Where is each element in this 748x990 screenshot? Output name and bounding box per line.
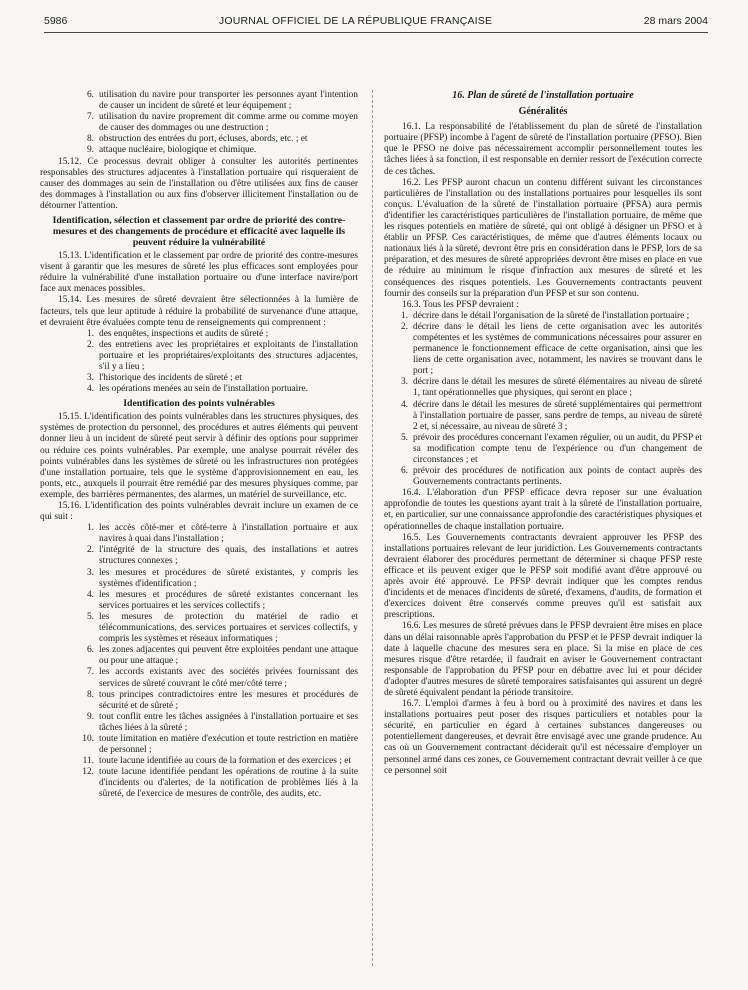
list-item-text: tout conflit entre les tâches assignées à l'installation portuaire et ses tâches liées à la sûreté ;	[99, 711, 358, 733]
list-item	[76, 340, 358, 373]
list-item-number: 3.	[400, 377, 408, 388]
list-item-number: 10.	[82, 733, 94, 744]
heading-points-vulnerables: Identification des points vulnérables	[123, 398, 275, 410]
paragraph-15-12: 15.12. Ce processus devrait obliger à consulter les autorités pertinentes responsables des structures adjacentes à l'installation portuaire qui risqueraient de causer des dommages au sein de l'installation ou d'être utilisées aux fins de causer des dommages à l'installation ou aux fins d'observer illicitement l'installation ou de détourner l'attention.	[40, 156, 358, 211]
list-item-text: les mesures de protection du matériel de radio et télécommunications, des services portuaires et services collectifs, y compris les systèmes et réseaux informatiques ;	[99, 611, 358, 645]
list-item	[390, 400, 702, 433]
list-item-text: les accès côté-mer et côté-terre à l'installation portuaire et aux navires à quai dans l'installation ;	[99, 523, 358, 545]
paragraph-15-14: 15.14. Les mesures de sûreté devraient être sélectionnées à la lumière de facteurs, tels que leur aptitude à réduire la probabilité de survenance d'une attaque, et devraient être évaluées compte tenu de renseignements qui comprennent :	[40, 295, 358, 328]
list-item-text: décrire dans le détail les liens de cette organisation avec les autorités compétentes et les systèmes de communications nécessaires pour assurer en permanence le fonctionnement efficace de cette organisation, ainsi que les liens de cette organisation avec, notamment, les navires se trouvant dans le port ;	[413, 321, 702, 377]
list-item	[76, 712, 358, 734]
list-item	[76, 590, 358, 612]
list-item-number: 6.	[400, 466, 408, 477]
list-item-number: 6.	[86, 645, 94, 656]
list-item	[76, 329, 358, 340]
paragraph-16-2: 16.2. Les PFSP auront chacun un contenu différent suivant les circonstances particulières de l'installation ou des installations portuaires pour lesquelles ils sont conçus. L'évaluation de la sûreté de l'installation portuaire (PFSA) aura permis d'identifier les caractéristiques particulières de l'installation portuaire, de même que les risques potentiels en matière de sûreté, qui ont obligé à désigner un PFSO et à établir un PFSP. Ces caractéristiques, de même que d'autres éléments locaux ou nationaux liés à la sûreté, devront être pris en considération dans le PFSP, lors de sa préparation, et des mesures de sûreté appropriées devront être mises en place en vue de réduire au minimum le risque d'infraction aux mesures de sûreté et les conséquences des risques potentiels. Les Gouvernements contractants peuvent fournir des conseils sur la préparation d'un PFSP et sur son contenu.	[384, 177, 702, 299]
list-item-number: 2.	[86, 339, 94, 350]
list-item	[76, 612, 358, 645]
paragraph-15-15: 15.15. L'identification des points vulnérables dans les structures physiques, des systèmes de protection du personnel, des procédures et autres éléments qui peuvent donner lieu à un incident de sûreté peut servir à définir des options pour supprimer ou réduire ces points vulnérables. Par exemple, une analyse pourrait révéler des points vulnérables dans les systèmes de sûreté ou les infrastructures non protégées d'une installation portuaire, tels que le système d'approvisionnement en eau, les ponts, etc., auxquels il pourrait être remédié par des mesures physiques comme, par exemple, des barrières permanentes, des alarmes, un matériel de surveillance, etc.	[40, 412, 358, 500]
column-divider	[372, 90, 373, 966]
journal-title: JOURNAL OFFICIEL DE LA RÉPUBLIQUE FRANÇAISE	[218, 15, 493, 27]
list-item-number: 1.	[86, 328, 94, 339]
list-item-number: 4.	[400, 399, 408, 410]
page-header	[44, 12, 708, 33]
list-items-top	[40, 90, 358, 157]
list-item-number: 3.	[86, 373, 94, 384]
list-item	[76, 134, 358, 145]
list-item-number: 1.	[86, 523, 94, 534]
subsection-title: Généralités	[518, 106, 568, 118]
list-item	[76, 545, 358, 567]
list-item	[76, 90, 358, 112]
list-item-number: 5.	[400, 432, 408, 443]
list-item-number: 1.	[400, 310, 408, 321]
list-item	[76, 734, 358, 756]
list-item-number: 4.	[86, 589, 94, 600]
left-column	[40, 90, 358, 966]
list-item	[390, 322, 702, 377]
list-item	[390, 377, 702, 399]
list-item-text: l'historique des incidents de sûreté ; et	[99, 373, 242, 384]
list-item-number: 8.	[86, 689, 94, 700]
list-item-number: 4.	[86, 384, 94, 395]
list-item-number: 2.	[400, 321, 408, 332]
list-item	[390, 433, 702, 466]
list-item	[390, 466, 702, 488]
list-item-text: toute lacune identifiée au cours de la formation et des exercices ; et	[99, 756, 351, 767]
heading-identification: Identification, sélection et classement par ordre de priorité des contre-mesures et des changements de procédure et efficacité avec laquelle ils peuvent réduire la vulnérabilité	[52, 215, 346, 249]
list-item-text: l'intégrité de la structure des quais, des installations et autres structures connexes ;	[99, 545, 358, 567]
list-item-text: prévoir des procédures de notification aux points de contact auprès des Gouvernements contractants pertinents.	[413, 466, 702, 488]
list-item	[76, 767, 358, 800]
list-item-number: 8.	[86, 134, 94, 145]
list-item-number: 12.	[82, 767, 94, 778]
list-item-text: décrire dans le détail l'organisation de la sûreté de l'installation portuaire ;	[413, 310, 690, 321]
list-item	[76, 145, 358, 156]
page-number: 5986	[44, 15, 68, 27]
list-item-number: 5.	[86, 611, 94, 622]
list-item-text: toute lacune identifiée pendant les opérations de routine à la suite d'incidents ou d'alertes, de la notification de problèmes liés à la sûreté, de l'exercice de mesures de contrôle, des audits, etc.	[99, 767, 358, 800]
list-item	[76, 756, 358, 767]
list-item-text: décrire dans le détail les mesures de sûreté élémentaires au niveau de sûreté 1, tant opérationnelles que physiques, qui seront en place ;	[413, 377, 702, 399]
list-item-text: les accords existants avec des sociétés privées fournissant des services de sûreté couvrant le côté mer/côté terre ;	[99, 667, 358, 689]
list-item-text: les opérations menées au sein de l'installation portuaire.	[99, 384, 308, 395]
paragraph-16-4: 16.4. L'élaboration d'un PFSP efficace devra reposer sur une évaluation approfondie de toutes les questions ayant trait à la sûreté de l'installation portuaire, et, en particulier, sur une connaissance approfondie des caractéristiques physiques et opérationnelles de chaque installation portuaire.	[384, 488, 702, 532]
list-item-number: 11.	[82, 756, 94, 767]
list-item-number: 9.	[86, 145, 94, 156]
right-column	[384, 90, 702, 966]
list-item-text: des entretiens avec les propriétaires et exploitants de l'installation portuaire et les propriétaires/exploitants des structures adjacentes, s'il y a lieu ;	[99, 339, 358, 372]
section-title: 16. Plan de sûreté de l'installation portuaire	[452, 90, 634, 101]
list-item	[76, 645, 358, 667]
list-item	[76, 384, 358, 395]
list-item	[76, 373, 358, 384]
paragraph-15-13: 15.13. L'identification et le classement par ordre de priorité des contre-mesures visent à garantir que les mesures de sûreté les plus efficaces sont employées pour réduire la vulnérabilité d'une installation portuaire ou d'une interface navire/port face aux menaces possibles.	[40, 251, 358, 295]
list-item-number: 7.	[86, 667, 94, 678]
paragraph-16-1: 16.1. La responsabilité de l'établissement du plan de sûreté de l'installation portuaire (PFSP) incombe à l'agent de sûreté de l'installation portuaire (PFSO). Bien que le PFSO ne doive pas nécessairement accomplir personnellement toutes les tâches liées à sa fonction, il est responsable en dernier ressort de l'exécution correcte de ces tâches.	[384, 122, 702, 177]
list-item-text: utilisation du navire proprement dit comme arme ou comme moyen de causer des dommages ou une destruction ;	[99, 112, 358, 134]
list-item-number: 7.	[86, 112, 94, 123]
list-item-number: 2.	[86, 545, 94, 556]
issue-date: 28 mars 2004	[643, 15, 708, 27]
list-item-text: utilisation du navire pour transporter les personnes ayant l'intention de causer un incident de sûreté et leur équipement ;	[99, 90, 358, 112]
paragraph-16-7: 16.7. L'emploi d'armes à feu à bord ou à proximité des navires et dans les installations portuaires peut poser des risques particuliers et notables pour la sécurité, en particulier en égard à certaines substances dangereuses ou potentiellement dangereuses, et devrait être envisagé avec une grande prudence. Au cas où un Gouvernement contractant déciderait qu'il est nécessaire d'employer un personnel armé dans ces zones, ce Gouvernement contractant devrait veiller à ce que ce personnel soit	[384, 699, 702, 776]
list-item-text: décrire dans le détail les mesures de sûreté supplémentaires qui permettront à l'installation portuaire de passer, sans perdre de temps, au niveau de sûreté 2 et, si nécessaire, au niveau de sûreté 3 ;	[413, 399, 702, 432]
list-item-text: les zones adjacentes qui peuvent être exploitées pendant une attaque ou pour une attaque ;	[99, 645, 358, 667]
list-item	[76, 523, 358, 545]
list-item-text: des enquêtes, inspections et audits de sûreté ;	[99, 328, 269, 339]
paragraph-15-16: 15.16. L'identification des points vulnérables devrait inclure un examen de ce qui suit :	[40, 501, 358, 523]
paragraph-16-6: 16.6. Les mesures de sûreté prévues dans le PFSP devraient être mises en place dans un délai raisonnable après l'approbation du PFSP et le PFSP devrait indiquer la date à laquelle chacune des mesures sera en place. Si la mise en place de ces mesures risque d'être retardée, il faudrait en aviser le Gouvernement contractant responsable de l'approbation du PFSP pour en débattre avec lui et pour décider d'adopter d'autres mesures de sûreté temporaires satisfaisantes qui assurent un degré de sûreté équivalent pendant la période transitoire.	[384, 621, 702, 698]
list-item	[76, 667, 358, 689]
list-item-text: les mesures et procédures de sûreté existantes concernant les services portuaires et les services collectifs ;	[99, 589, 358, 611]
list-item-text: les mesures et procédures de sûreté existantes, y compris les systèmes d'identification ;	[99, 567, 358, 589]
list-item	[76, 690, 358, 712]
list-15-16	[40, 523, 358, 800]
list-item-text: prévoir des procédures concernant l'examen régulier, ou un audit, du PFSP et sa modification compte tenu de l'expérience ou d'un changement de circonstances ; et	[413, 432, 702, 465]
list-item	[390, 311, 702, 322]
list-item-number: 9.	[86, 711, 94, 722]
list-15-14	[40, 329, 358, 396]
list-item	[76, 568, 358, 590]
list-item-text: tous principes contradictoires entre les mesures et procédures de sécurité et de sûreté ;	[99, 689, 358, 711]
list-item-text: obstruction des entrées du port, écluses, abords, etc. ; et	[99, 134, 308, 145]
list-item-number: 3.	[86, 567, 94, 578]
list-item-number: 6.	[86, 90, 94, 100]
list-item	[76, 112, 358, 134]
list-item-text: attaque nucléaire, biologique et chimique.	[99, 145, 257, 156]
list-item-text: toute limitation en matière d'exécution et toute restriction en matière de personnel ;	[99, 733, 358, 756]
list-16-3	[384, 311, 702, 489]
paragraph-16-5: 16.5. Les Gouvernements contractants devraient approuver les PFSP des installations portuaires relevant de leur juridiction. Les Gouvernements contractants devraient élaborer des procédures permettant de déterminer si chaque PFSP reste efficace et ils peuvent exiger que le PFSP soit modifié avant d'être approuvé ou après avoir été approuvé. Le PFSP devrait indiquer que les comptes rendus d'incidents et de menaces d'incidents de sûreté, d'examens, d'audits, de formation et d'exercices doivent être conservés comme preuves qu'il est satisfait aux prescriptions.	[384, 532, 702, 621]
paragraph-16-3: 16.3. Tous les PFSP devraient :	[402, 299, 519, 310]
